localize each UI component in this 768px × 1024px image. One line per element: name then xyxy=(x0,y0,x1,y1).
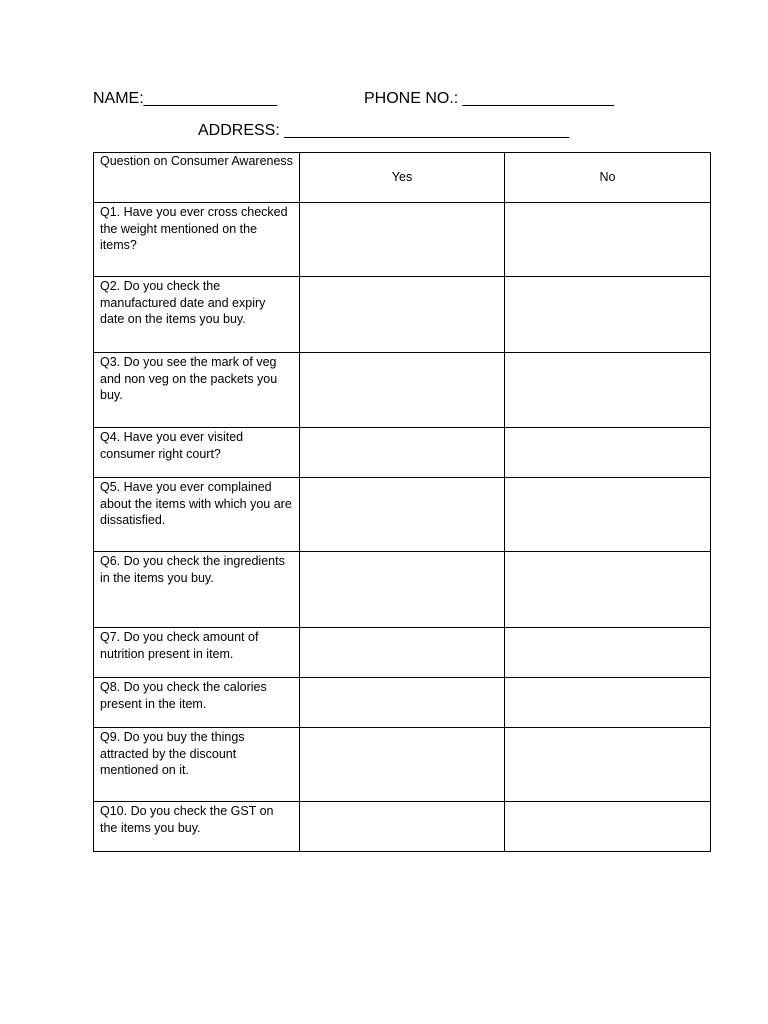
question-cell: Q8. Do you check the calories present in the item. xyxy=(94,678,300,728)
yes-answer-cell[interactable] xyxy=(300,428,505,478)
no-answer-cell[interactable] xyxy=(505,478,711,552)
no-answer-cell[interactable] xyxy=(505,277,711,353)
table-row xyxy=(94,277,711,353)
table-row xyxy=(94,628,711,678)
yes-answer-cell[interactable] xyxy=(300,678,505,728)
yes-answer-cell[interactable] xyxy=(300,628,505,678)
no-answer-cell[interactable] xyxy=(505,628,711,678)
table-row xyxy=(94,203,711,277)
table-row xyxy=(94,428,711,478)
no-answer-cell[interactable] xyxy=(505,203,711,277)
question-cell: Q10. Do you check the GST on the items you buy. xyxy=(94,802,300,852)
no-answer-cell[interactable] xyxy=(505,678,711,728)
column-header-no: No xyxy=(505,153,711,203)
yes-answer-cell[interactable] xyxy=(300,478,505,552)
table-header-row xyxy=(94,153,711,203)
no-answer-cell[interactable] xyxy=(505,428,711,478)
consumer-awareness-table xyxy=(93,152,711,852)
no-answer-cell[interactable] xyxy=(505,728,711,802)
name-field-label: NAME:_______________ xyxy=(93,90,278,107)
table-row xyxy=(94,802,711,852)
table-row xyxy=(94,728,711,802)
yes-answer-cell[interactable] xyxy=(300,728,505,802)
no-answer-cell[interactable] xyxy=(505,353,711,428)
question-cell: Q6. Do you check the ingredients in the items you buy. xyxy=(94,552,300,628)
table-row xyxy=(94,353,711,428)
question-cell: Q9. Do you buy the things attracted by the discount mentioned on it. xyxy=(94,728,300,802)
question-cell: Q3. Do you see the mark of veg and non veg on the packets you buy. xyxy=(94,353,300,428)
no-answer-cell[interactable] xyxy=(505,802,711,852)
yes-answer-cell[interactable] xyxy=(300,203,505,277)
phone-field-label: PHONE NO.: _________________ xyxy=(364,90,614,107)
yes-answer-cell[interactable] xyxy=(300,277,505,353)
column-header-question: Question on Consumer Awareness xyxy=(94,153,300,203)
yes-answer-cell[interactable] xyxy=(300,353,505,428)
yes-answer-cell[interactable] xyxy=(300,802,505,852)
question-cell: Q4. Have you ever visited consumer right court? xyxy=(94,428,300,478)
column-header-yes: Yes xyxy=(300,153,505,203)
no-answer-cell[interactable] xyxy=(505,552,711,628)
table-row xyxy=(94,552,711,628)
yes-answer-cell[interactable] xyxy=(300,552,505,628)
table-row xyxy=(94,478,711,552)
question-cell: Q2. Do you check the manufactured date and expiry date on the items you buy. xyxy=(94,277,300,353)
question-cell: Q1. Have you ever cross checked the weight mentioned on the items? xyxy=(94,203,300,277)
question-cell: Q7. Do you check amount of nutrition present in item. xyxy=(94,628,300,678)
address-field-label: ADDRESS: ________________________________ xyxy=(198,122,569,139)
question-cell: Q5. Have you ever complained about the items with which you are dissatisfied. xyxy=(94,478,300,552)
table-row xyxy=(94,678,711,728)
